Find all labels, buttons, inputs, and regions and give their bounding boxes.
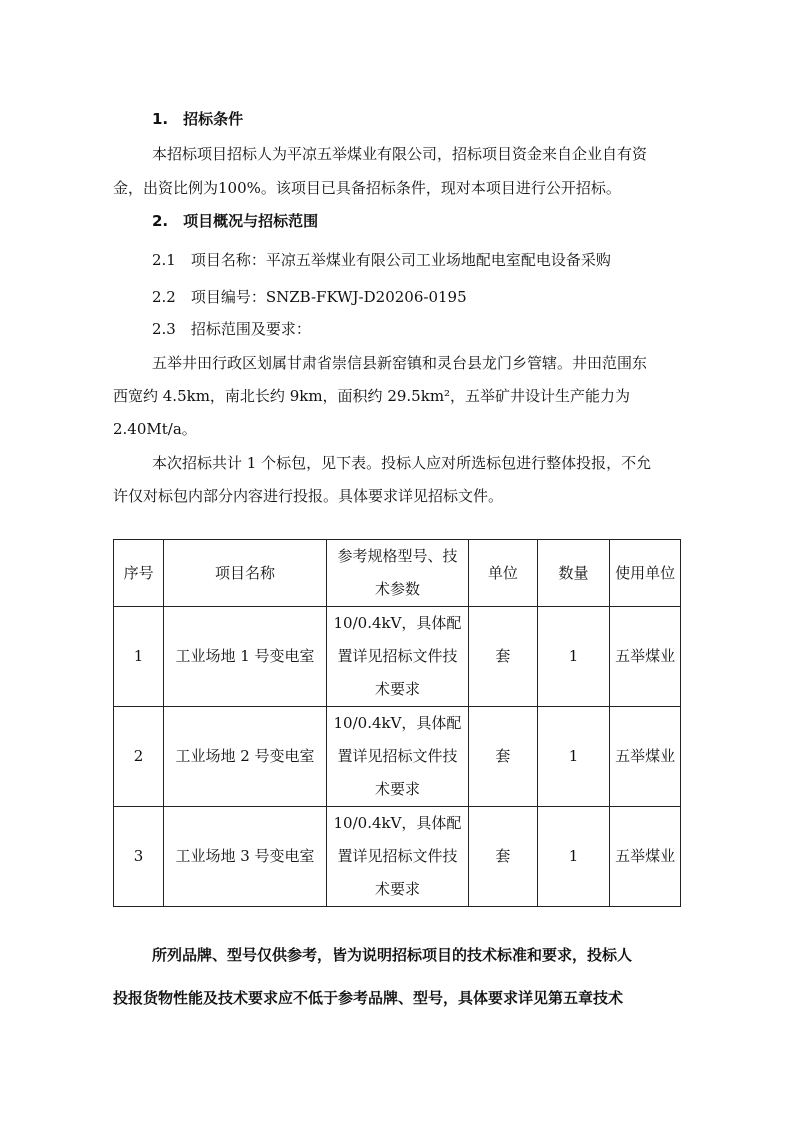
- cell-index: 3: [114, 807, 164, 907]
- section-1-paragraph-line-1: 本招标项目招标人为平凉五举煤业有限公司，招标项目资金来自企业自有资: [152, 145, 648, 163]
- cell-index: 2: [114, 707, 164, 807]
- item-2-2: 2.2 项目编号：SNZB-FKWJ-D20206-0195: [152, 288, 467, 306]
- cell-spec: 10/0.4kV，具体配置详见招标文件技术要求: [326, 607, 468, 707]
- lots-line-1: 本次招标共计 1 个标包，见下表。投标人应对所选标包进行整体投报，不允: [152, 454, 652, 472]
- cell-unit: 套: [469, 807, 538, 907]
- cell-project-name: 工业场地 1 号变电室: [164, 607, 327, 707]
- item-2-1: 2.1 项目名称：平凉五举煤业有限公司工业场地配电室配电设备采购: [152, 251, 611, 269]
- cell-user-unit: 五举煤业: [610, 607, 681, 707]
- scope-line-3: 2.40Mt/a。: [113, 420, 197, 438]
- note-line-1: 所列品牌、型号仅供参考，皆为说明招标项目的技术标准和要求，投标人: [152, 946, 633, 964]
- lots-table: [113, 539, 681, 907]
- cell-quantity: 1: [537, 607, 610, 707]
- note-line-2: 投报货物性能及技术要求应不低于参考品牌、型号，具体要求详见第五章技术: [113, 989, 624, 1007]
- table-row: [114, 607, 681, 707]
- cell-user-unit: 五举煤业: [610, 707, 681, 807]
- cell-project-name: 工业场地 3 号变电室: [164, 807, 327, 907]
- cell-unit: 套: [469, 607, 538, 707]
- scope-line-1: 五举井田行政区划属甘肃省崇信县新窑镇和灵台县龙门乡管辖。井田范围东: [152, 354, 648, 372]
- header-project-name: 项目名称: [164, 540, 327, 607]
- item-2-3: 2.3 招标范围及要求：: [152, 320, 311, 338]
- cell-index: 1: [114, 607, 164, 707]
- cell-user-unit: 五举煤业: [610, 807, 681, 907]
- section-1-heading: 1. 招标条件: [152, 110, 244, 128]
- cell-unit: 套: [469, 707, 538, 807]
- header-index: 序号: [114, 540, 164, 607]
- section-1-paragraph-line-2: 金，出资比例为100%。该项目已具备招标条件，现对本项目进行公开招标。: [113, 179, 621, 197]
- header-quantity: 数量: [537, 540, 610, 607]
- header-spec: 参考规格型号、技术参数: [326, 540, 468, 607]
- cell-spec: 10/0.4kV，具体配置详见招标文件技术要求: [326, 707, 468, 807]
- table-row: [114, 707, 681, 807]
- section-2-heading: 2. 项目概况与招标范围: [152, 212, 319, 230]
- cell-quantity: 1: [537, 807, 610, 907]
- table-row: [114, 807, 681, 907]
- cell-quantity: 1: [537, 707, 610, 807]
- cell-project-name: 工业场地 2 号变电室: [164, 707, 327, 807]
- header-unit: 单位: [469, 540, 538, 607]
- cell-spec: 10/0.4kV，具体配置详见招标文件技术要求: [326, 807, 468, 907]
- table-header-row: [114, 540, 681, 607]
- scope-line-2: 西宽约 4.5km，南北长约 9km，面积约 29.5km²，五举矿井设计生产能力为: [113, 387, 631, 405]
- header-user-unit: 使用单位: [610, 540, 681, 607]
- lots-line-2: 许仅对标包内部分内容进行投报。具体要求详见招标文件。: [113, 487, 504, 505]
